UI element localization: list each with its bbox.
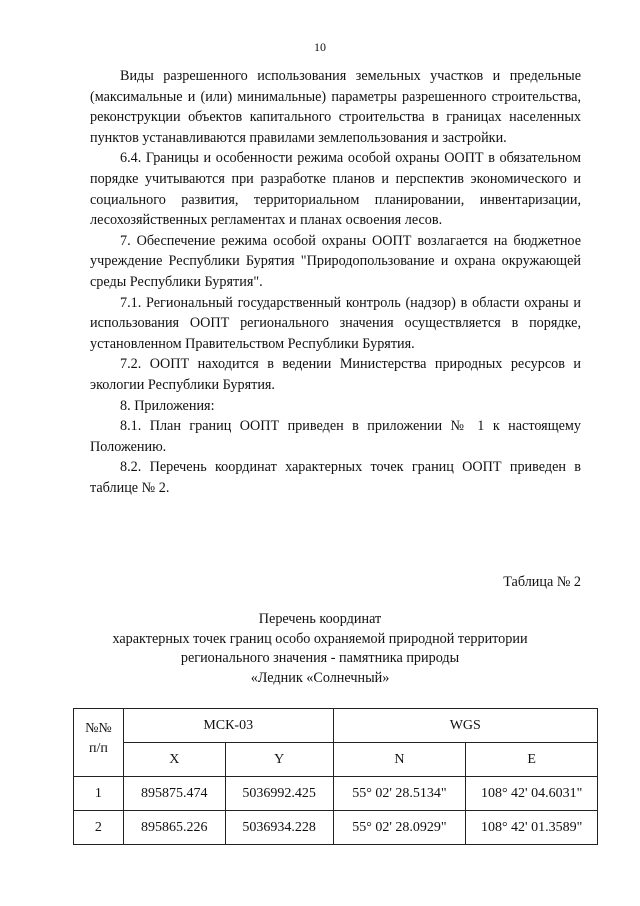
paragraph-6-4: 6.4. Границы и особенности режима особой охраны ООПТ в обязательном порядке учитываются при разработке планов и перспектив экономического и социального развития, территориальном планировании, инвентаризации, лесохозяйственных регламентах и планах освоения лесов. (90, 150, 581, 229)
table-header-row (74, 709, 598, 743)
table-subheader-row (74, 743, 598, 777)
header-msk03: МСК-03 (123, 709, 333, 743)
cell-x: 895865.226 (123, 811, 225, 845)
header-wgs: WGS (333, 709, 597, 743)
table-row (74, 777, 598, 811)
paragraph-8-2: 8.2. Перечень координат характерных точек границ ООПТ приведен в таблице № 2. (90, 459, 581, 496)
cell-number: 2 (74, 811, 124, 845)
paragraph-7: 7. Обеспечение режима особой охраны ООПТ возлагается на бюджетное учреждение Республики Бурятия "Природопользование и охрана окружающей среды Республики Бурятия". (90, 232, 581, 290)
table-title-line-4: «Ледник «Солнечный» (250, 669, 390, 686)
header-number-sublabel: п/п (88, 741, 108, 756)
table-title-line-3: регионального значения - памятника природы (180, 650, 460, 666)
cell-e: 108° 42' 04.6031" (466, 777, 598, 811)
table-title-line-2: характерных точек границ особо охраняемой природной территории (112, 630, 528, 647)
table-row (74, 811, 598, 845)
paragraph-8-1: 8.1. План границ ООПТ приведен в приложении № 1 к настоящему Положению. (90, 418, 581, 455)
paragraph-7-2: 7.2. ООПТ находится в ведении Министерства природных ресурсов и экологии Республики Бурятия. (90, 356, 581, 393)
header-y: Y (225, 743, 333, 777)
cell-n: 55° 02' 28.0929" (333, 811, 466, 845)
cell-n: 55° 02' 28.5134" (333, 777, 466, 811)
paragraph-8: 8. Приложения: (120, 397, 215, 414)
header-number-label: №№ (85, 721, 112, 736)
paragraph-7-1: 7.1. Региональный государственный контроль (надзор) в области охраны и использования ООПТ регионального значения осуществляется в порядке, установленном Правительством Республики Бурятия. (90, 294, 581, 352)
paragraph-land-use: Виды разрешенного использования земельных участков и предельные (максимальные и (или) минимальные) параметры разрешенного строительства, реконструкции объектов капитального строительства в границах населенных пунктов устанавливаются правилами землепользования и застройки. (90, 68, 581, 146)
cell-x: 895875.474 (123, 777, 225, 811)
header-number-cell (74, 709, 124, 777)
cell-y: 5036934.228 (225, 811, 333, 845)
page-number: 10 (314, 40, 326, 54)
table-title (0, 610, 640, 688)
header-x: X (123, 743, 225, 777)
cell-e: 108° 42' 01.3589" (466, 811, 598, 845)
table-title-line-1: Перечень координат (258, 611, 382, 627)
body-text (90, 66, 581, 498)
cell-y: 5036992.425 (225, 777, 333, 811)
header-e: E (466, 743, 598, 777)
table-label: Таблица № 2 (503, 574, 581, 590)
coordinates-table (73, 708, 598, 845)
header-n: N (333, 743, 466, 777)
cell-number: 1 (74, 777, 124, 811)
